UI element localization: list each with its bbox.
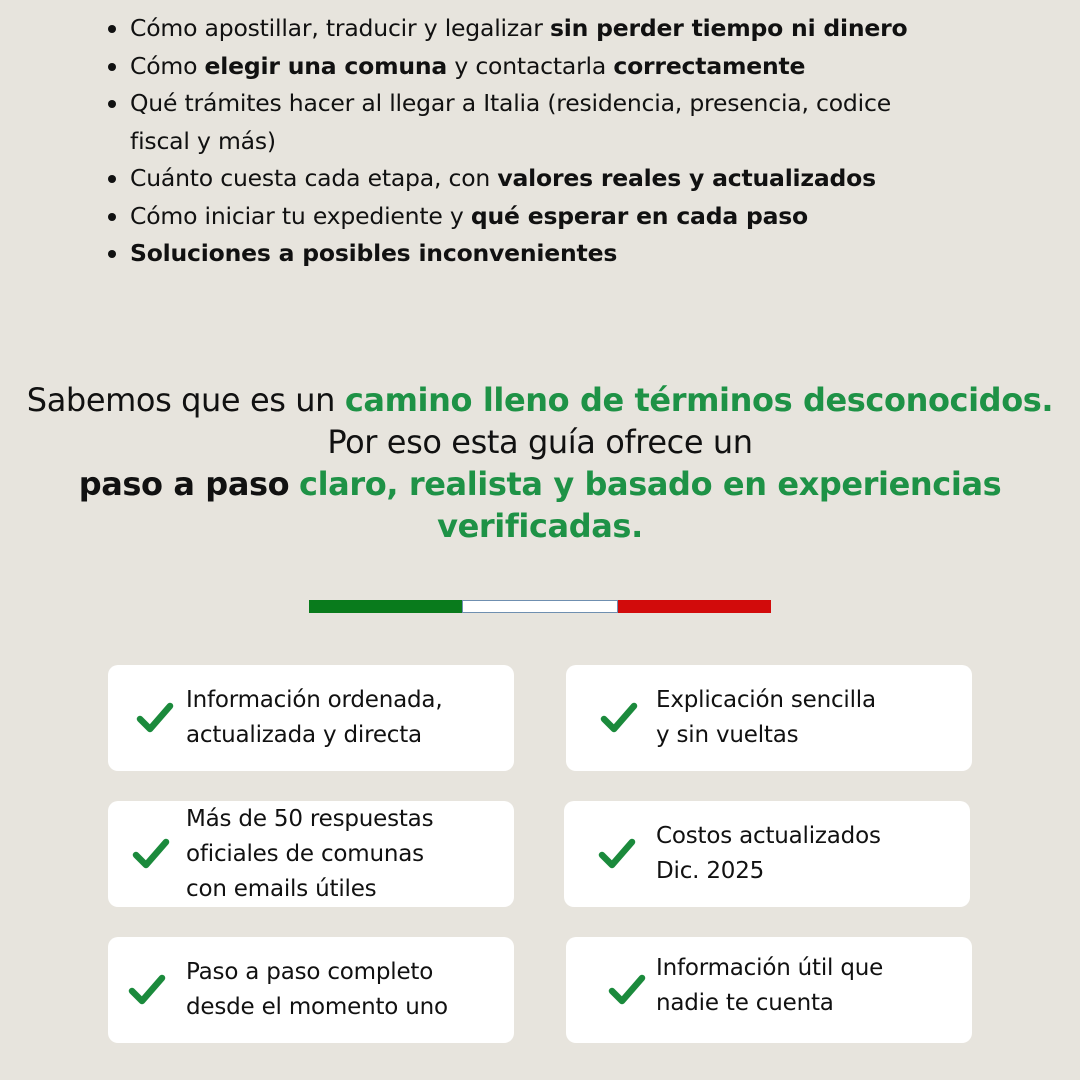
feature-line: Costos actualizados (656, 823, 881, 849)
intro-line: Por eso esta guía ofrece un (327, 423, 753, 461)
flag-green-stripe (309, 600, 462, 613)
feature-line: Más de 50 respuestas (186, 805, 434, 832)
benefit-item (106, 198, 926, 236)
benefit-item (106, 48, 926, 86)
feature-card (564, 801, 970, 907)
feature-text (186, 937, 504, 1043)
feature-line: y sin vueltas (656, 722, 799, 748)
flag-red-stripe (618, 600, 771, 613)
benefit-highlight: qué esperar en cada paso (470, 201, 808, 230)
italian-flag-divider (309, 600, 771, 613)
check-icon (608, 972, 646, 1008)
flag-white-stripe (462, 600, 617, 613)
intro-highlight: claro, realista y basado en experiencias verificadas. (299, 465, 1002, 545)
benefit-text: Cómo apostillar, traducir y legalizar (130, 14, 550, 42)
intro-highlight: camino lleno de términos desconocidos. (344, 381, 1054, 419)
benefit-text: Qué trámites hacer al llegar a Italia (residencia, presencia, codice fiscal y más) (130, 89, 891, 155)
benefit-highlight: sin perder tiempo ni dinero (549, 14, 908, 42)
check-icon (132, 836, 170, 872)
benefit-highlight: Soluciones a posibles inconvenientes (130, 239, 618, 267)
benefit-text: Cómo iniciar tu expediente y (130, 201, 471, 230)
feature-card (566, 665, 972, 771)
intro-line (0, 463, 1080, 547)
feature-line: Explicación sencilla (656, 687, 876, 713)
benefit-item (106, 85, 926, 160)
benefit-highlight: elegir una comuna (204, 51, 448, 80)
feature-line: con emails útiles (186, 875, 377, 902)
check-icon (128, 972, 166, 1008)
benefit-text: y contactarla (447, 51, 614, 80)
feature-card (108, 665, 514, 771)
feature-text (186, 665, 504, 771)
check-icon (136, 700, 174, 736)
feature-line: Paso a paso completo (186, 959, 434, 985)
feature-text (656, 801, 960, 907)
benefit-highlight: valores reales y actualizados (497, 164, 876, 192)
benefit-text: Cómo (130, 51, 205, 80)
benefit-item (106, 160, 926, 198)
feature-text (656, 937, 962, 1043)
intro-text: Sabemos que es un (26, 381, 345, 419)
feature-line: Dic. 2025 (656, 858, 765, 884)
benefit-item (106, 235, 926, 273)
intro-line (0, 379, 1080, 421)
feature-text (656, 665, 962, 771)
benefits-list (106, 10, 926, 273)
feature-line: Información ordenada, (186, 687, 443, 713)
feature-text (186, 801, 504, 907)
intro-bold: paso a paso (78, 465, 290, 503)
intro-statement (0, 379, 1080, 547)
feature-card (108, 801, 514, 907)
feature-line: desde el momento uno (186, 994, 448, 1020)
benefit-text: Cuánto cuesta cada etapa, con (130, 164, 498, 192)
feature-line: oficiales de comunas (186, 840, 424, 867)
feature-card (566, 937, 972, 1043)
feature-card (108, 937, 514, 1043)
benefit-highlight: correctamente (613, 51, 806, 80)
check-icon (598, 836, 636, 872)
benefit-item (106, 10, 926, 48)
feature-line: Información útil que (656, 955, 884, 981)
feature-line: nadie te cuenta (656, 990, 834, 1016)
check-icon (600, 700, 638, 736)
feature-line: actualizada y directa (186, 722, 422, 748)
